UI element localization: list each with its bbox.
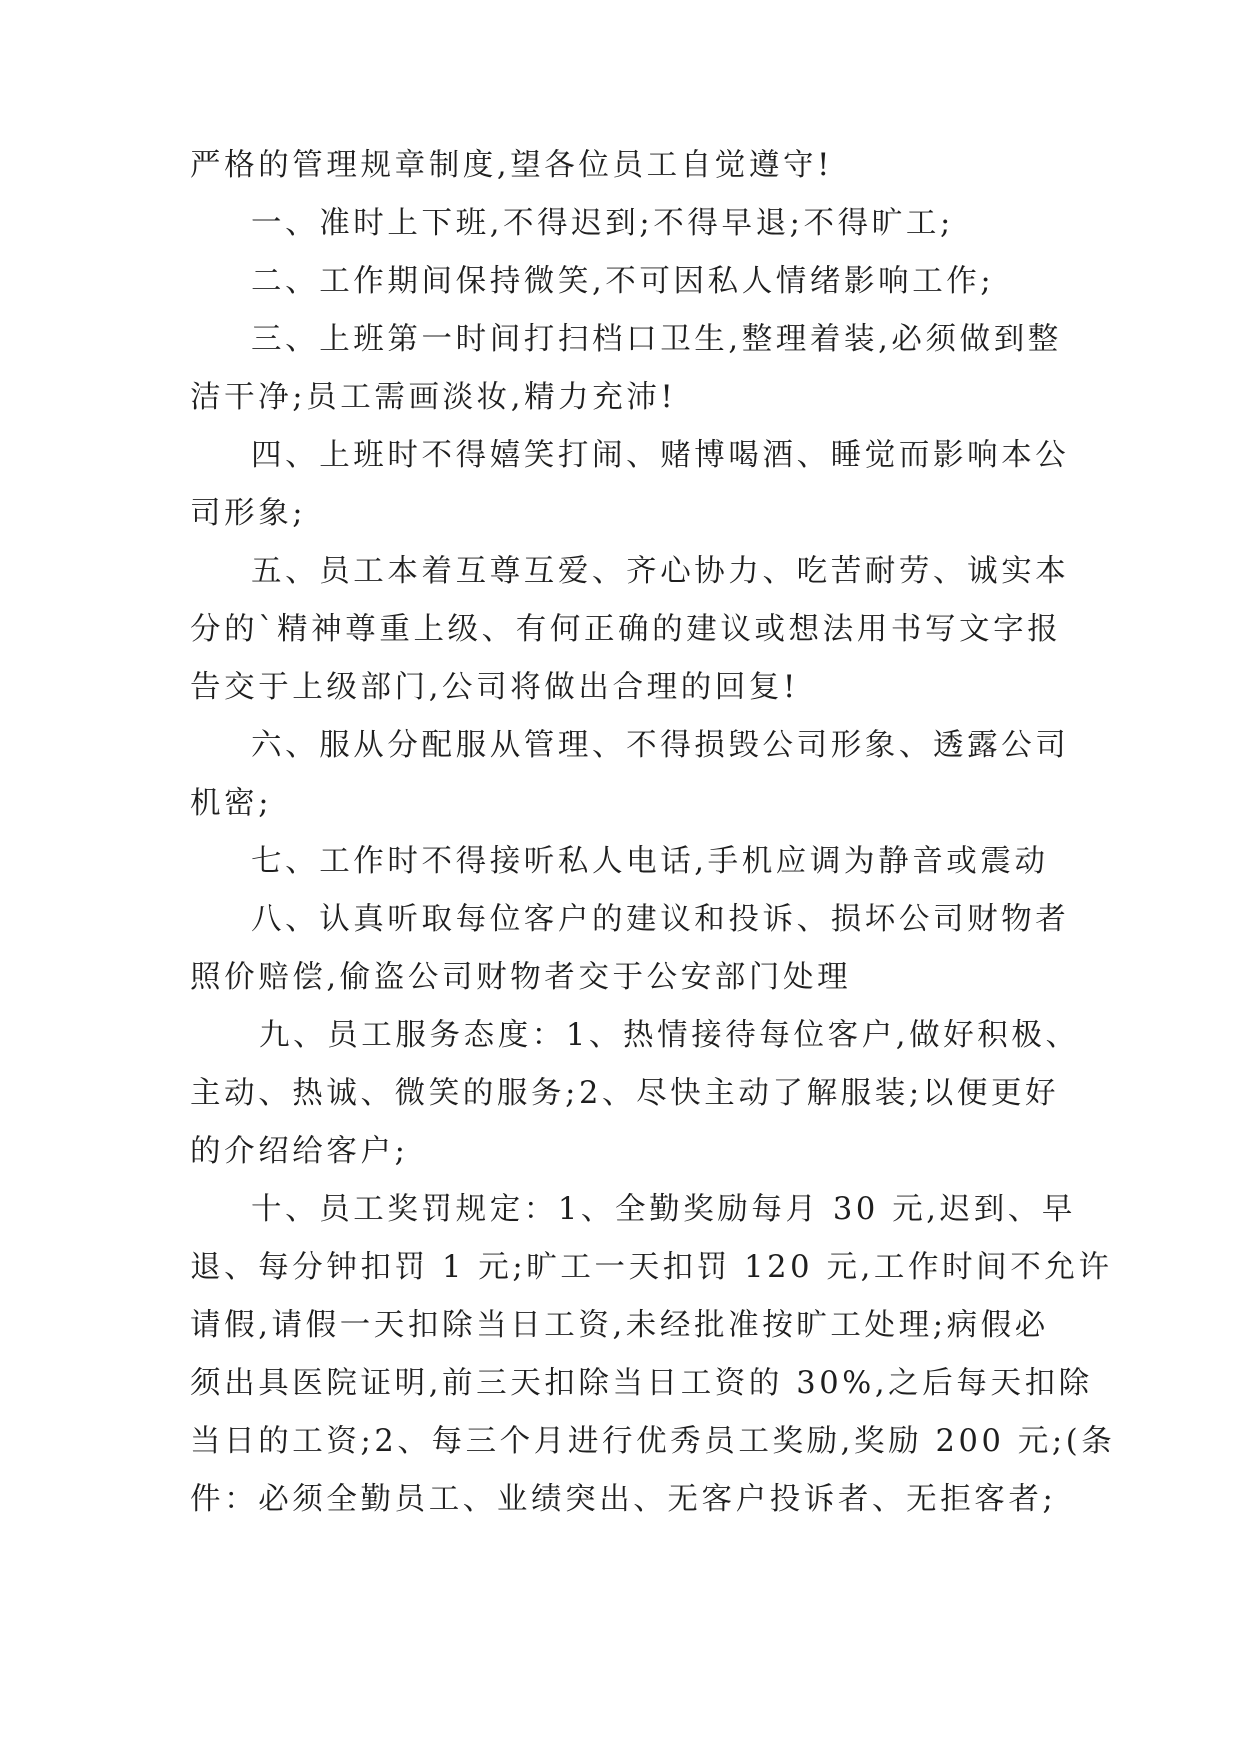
rule-4-line-1: 四、上班时不得嬉笑打闹、赌博喝酒、睡觉而影响本公	[251, 438, 1070, 473]
rule-5-line-2: 分的`精神尊重上级、有何正确的建议或想法用书写文字报	[190, 612, 1062, 647]
text-line-1: 严格的管理规章制度,望各位员工自觉遵守!	[190, 148, 833, 183]
rule-8-line-2: 照价赔偿,偷盗公司财物者交于公安部门处理	[190, 960, 852, 995]
rule-10-line-3: 请假,请假一天扣除当日工资,未经批准按旷工处理;病假必	[190, 1308, 1049, 1343]
rule-5-line-3: 告交于上级部门,公司将做出合理的回复!	[190, 670, 799, 705]
rule-1-line: 一、准时上下班,不得迟到;不得早退;不得旷工;	[251, 206, 954, 241]
rule-5-line-1: 五、员工本着互尊互爱、齐心协力、吃苦耐劳、诚实本	[251, 554, 1070, 589]
rule-3-line-2: 洁干净;员工需画淡妆,精力充沛!	[190, 380, 677, 415]
rule-9-line-2: 主动、热诚、微笑的服务;2、尽快主动了解服装;以便更好	[190, 1076, 1060, 1111]
rule-9-line-3: 的介绍给客户;	[190, 1134, 409, 1169]
rule-8-line-1: 八、认真听取每位客户的建议和投诉、损坏公司财物者	[251, 902, 1070, 937]
rule-7-line: 七、工作时不得接听私人电话,手机应调为静音或震动	[251, 844, 1049, 879]
rule-10-line-4: 须出具医院证明,前三天扣除当日工资的 30%,之后每天扣除	[190, 1366, 1093, 1401]
rule-10-line-2: 退、每分钟扣罚 1 元;旷工一天扣罚 120 元,工作时间不允许	[190, 1250, 1113, 1285]
rule-10-line-1: 十、员工奖罚规定：1、全勤奖励每月 30 元,迟到、早	[251, 1192, 1076, 1227]
rule-4-line-2: 司形象;	[190, 496, 307, 531]
rule-3-line-1: 三、上班第一时间打扫档口卫生,整理着装,必须做到整	[251, 322, 1062, 357]
rule-10-line-5: 当日的工资;2、每三个月进行优秀员工奖励,奖励 200 元;(条	[190, 1424, 1116, 1459]
rule-9-line-1: 九、员工服务态度：1、热情接待每位客户,做好积极、	[259, 1018, 1080, 1053]
rule-6-line-1: 六、服从分配服从管理、不得损毁公司形象、透露公司	[251, 728, 1070, 763]
rule-2-line: 二、工作期间保持微笑,不可因私人情绪影响工作;	[251, 264, 995, 299]
rule-6-line-2: 机密;	[190, 786, 273, 821]
rule-10-line-6: 件：必须全勤员工、业绩突出、无客户投诉者、无拒客者;	[190, 1482, 1057, 1517]
